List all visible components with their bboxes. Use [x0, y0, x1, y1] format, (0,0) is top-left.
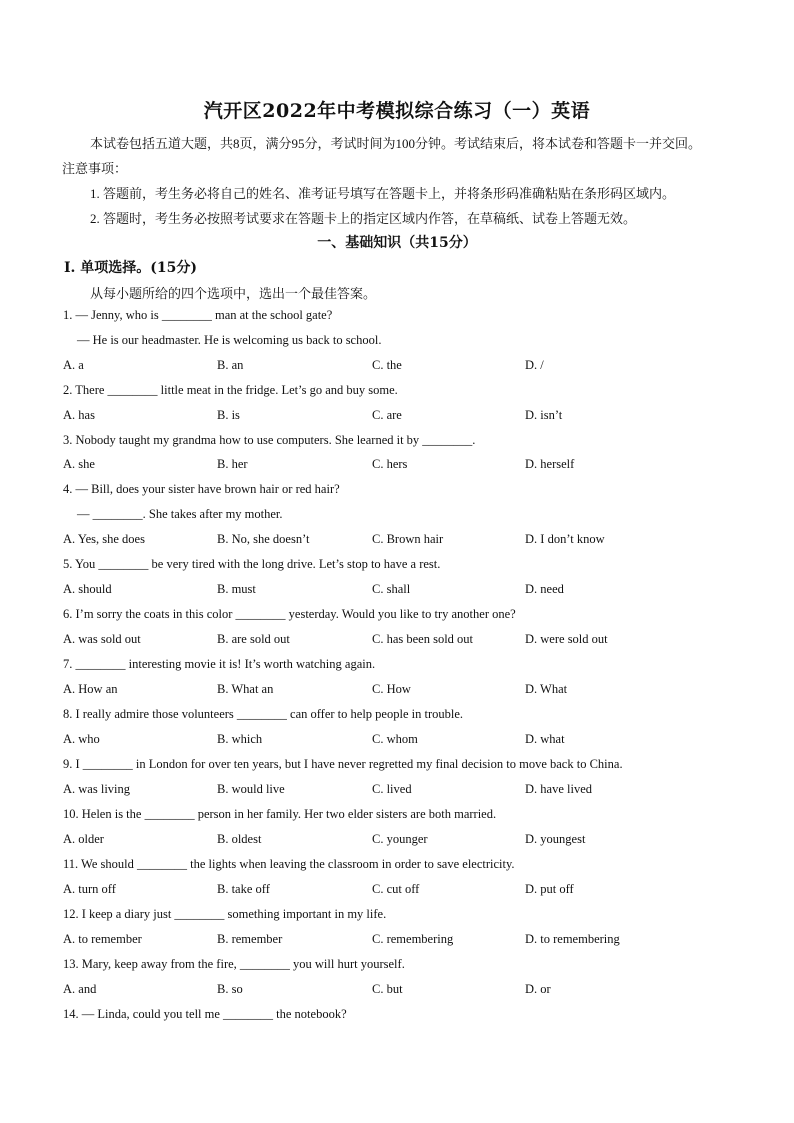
section-heading: 一、基础知识（共15分）: [317, 235, 477, 251]
page-title: 汽开区2022年中考模拟综合练习（一）英语: [203, 100, 591, 122]
question-1-response: — He is our headmaster. He is welcoming us back to school.: [77, 333, 382, 347]
question-10-stem: 10. Helen is the ________ person in her family. Her two elder sisters are both married.: [63, 807, 497, 821]
question-9-stem: 9. I ________ in London for over ten years, but I have never regretted my final decision to move back to China.: [63, 757, 623, 771]
option-b: B. No, she doesn’t: [217, 532, 310, 546]
option-b: B. What an: [217, 682, 274, 696]
option-a: A. she: [63, 457, 95, 471]
question-9-options: [63, 782, 743, 800]
option-d: D. herself: [525, 457, 575, 471]
option-b: B. oldest: [217, 832, 262, 846]
question-1-stem: 1. — Jenny, who is ________ man at the school gate?: [63, 308, 333, 322]
option-b: B. is: [217, 408, 240, 422]
option-b: B. take off: [217, 882, 270, 896]
question-12-stem: 12. I keep a diary just ________ something important in my life.: [63, 907, 387, 921]
question-8-stem: 8. I really admire those volunteers ________ can offer to help people in trouble.: [63, 707, 463, 721]
option-c: C. younger: [372, 832, 428, 846]
option-d: D. were sold out: [525, 632, 608, 646]
option-c: C. are: [372, 408, 402, 422]
option-d: D. /: [525, 358, 544, 372]
option-c: C. Brown hair: [372, 532, 444, 546]
option-b: B. her: [217, 457, 248, 471]
option-c: C. shall: [372, 582, 411, 596]
option-c: C. has been sold out: [372, 632, 474, 646]
question-6-options: [63, 632, 743, 650]
option-a: A. older: [63, 832, 104, 846]
question-13-stem: 13. Mary, keep away from the fire, ________ you will hurt yourself.: [63, 957, 405, 971]
option-b: B. which: [217, 732, 263, 746]
question-7-options: [63, 682, 743, 700]
option-d: D. youngest: [525, 832, 586, 846]
option-a: A. Yes, she does: [63, 532, 145, 546]
option-a: A. a: [63, 358, 84, 372]
option-a: A. and: [63, 982, 97, 996]
question-11-options: [63, 882, 743, 900]
option-d: D. or: [525, 982, 551, 996]
question-14-stem: 14. — Linda, could you tell me ________ the notebook?: [63, 1007, 347, 1021]
option-d: D. I don’t know: [525, 532, 605, 546]
option-b: B. remember: [217, 932, 283, 946]
option-c: C. but: [372, 982, 403, 996]
question-12-options: [63, 932, 743, 950]
option-b: B. are sold out: [217, 632, 290, 646]
option-c: C. the: [372, 358, 402, 372]
option-b: B. would live: [217, 782, 285, 796]
option-a: A. turn off: [63, 882, 116, 896]
option-c: C. hers: [372, 457, 408, 471]
question-10-options: [63, 832, 743, 850]
option-a: A. should: [63, 582, 112, 596]
option-d: D. isn’t: [525, 408, 563, 422]
option-b: B. must: [217, 582, 256, 596]
option-a: A. How an: [63, 682, 118, 696]
question-7-stem: 7. ________ interesting movie it is! It’s worth watching again.: [63, 657, 376, 671]
question-4-stem: 4. — Bill, does your sister have brown hair or red hair?: [63, 482, 340, 496]
exam-intro: 本试卷包括五道大题，共8页，满分95分，考试时间为100分钟。考试结束后，将本试卷和答题卡一并交回。: [90, 136, 702, 151]
option-c: C. lived: [372, 782, 412, 796]
part-heading: Ⅰ. 单项选择。(15分): [64, 260, 198, 276]
option-a: A. who: [63, 732, 100, 746]
notice-item-2: 2. 答题时，考生务必按照考试要求在答题卡上的指定区域内作答，在草稿纸、试卷上答题无效。: [90, 211, 637, 226]
option-d: D. what: [525, 732, 565, 746]
question-3-options: [63, 457, 743, 475]
option-a: A. to remember: [63, 932, 142, 946]
question-1-options: [63, 358, 743, 376]
part-instruction: 从每小题所给的四个选项中，选出一个最佳答案。: [90, 286, 377, 301]
option-d: D. to remembering: [525, 932, 620, 946]
question-5-stem: 5. You ________ be very tired with the long drive. Let’s stop to have a rest.: [63, 557, 441, 571]
option-b: B. an: [217, 358, 244, 372]
option-c: C. remembering: [372, 932, 454, 946]
question-4-response: — ________. She takes after my mother.: [77, 507, 283, 521]
option-d: D. need: [525, 582, 564, 596]
option-b: B. so: [217, 982, 243, 996]
question-6-stem: 6. I’m sorry the coats in this color ________ yesterday. Would you like to try another one?: [63, 607, 516, 621]
option-a: A. was sold out: [63, 632, 141, 646]
option-c: C. whom: [372, 732, 418, 746]
question-3-stem: 3. Nobody taught my grandma how to use computers. She learned it by ________.: [63, 433, 476, 447]
option-d: D. have lived: [525, 782, 592, 796]
question-4-options: [63, 532, 743, 550]
option-a: A. was living: [63, 782, 131, 796]
question-11-stem: 11. We should ________ the lights when leaving the classroom in order to save electricity.: [63, 857, 515, 871]
question-5-options: [63, 582, 743, 600]
notice-label: 注意事项：: [62, 161, 128, 176]
option-d: D. put off: [525, 882, 574, 896]
option-c: C. How: [372, 682, 411, 696]
question-8-options: [63, 732, 743, 750]
option-d: D. What: [525, 682, 568, 696]
option-c: C. cut off: [372, 882, 420, 896]
question-13-options: [63, 982, 743, 1000]
notice-item-1: 1. 答题前，考生务必将自己的姓名、准考证号填写在答题卡上，并将条形码准确粘贴在条形码区域内。: [90, 186, 676, 201]
question-2-stem: 2. There ________ little meat in the fridge. Let’s go and buy some.: [63, 383, 398, 397]
question-2-options: [63, 408, 743, 426]
option-a: A. has: [63, 408, 95, 422]
